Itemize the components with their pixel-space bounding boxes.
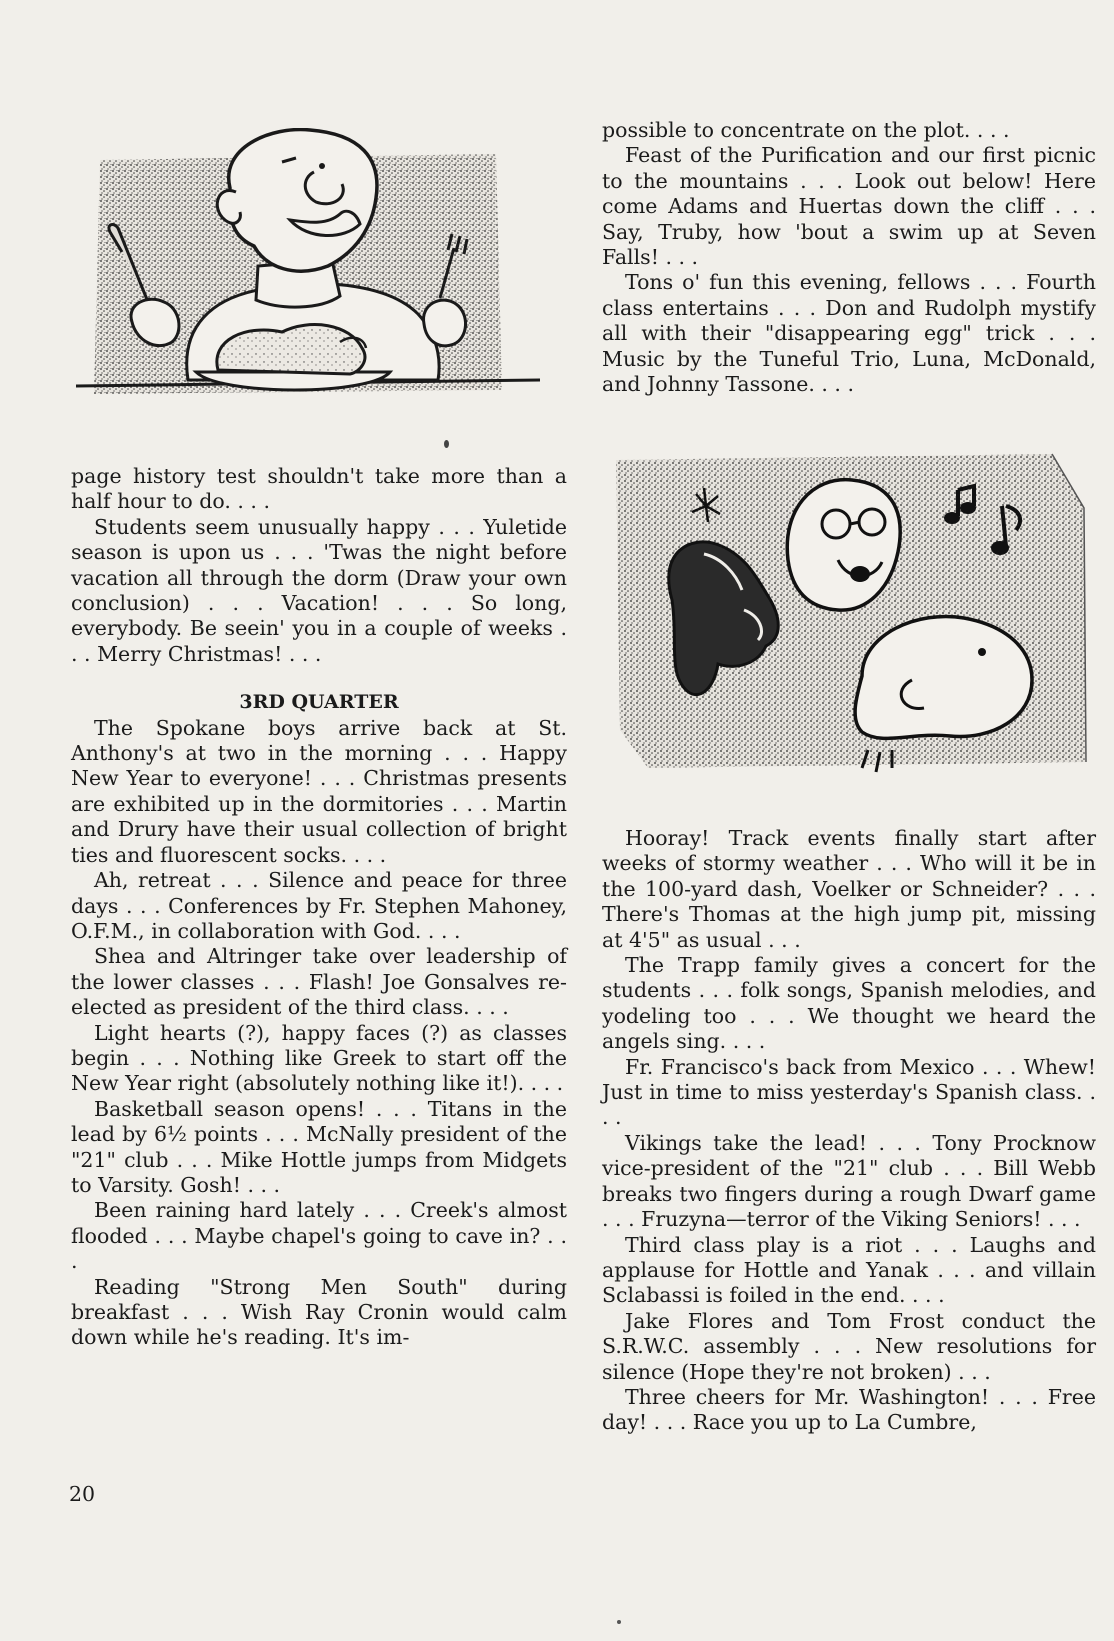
paragraph: Light hearts (?), happy faces (?) as classes begin . . . Nothing like Greek to start off the New Year right (absolutely nothing like it!). . . . [71,1020,567,1096]
paragraph: Three cheers for Mr. Washington! . . . Free day! . . . Race you up to La Cumbre, [602,1384,1096,1435]
paragraph: Vikings take the lead! . . . Tony Procknow vice-president of the "21" club . . . Bill Webb breaks two fingers during a rough Dwarf game . . . Fruzyna—terror of the Viking Seniors! . . . [602,1130,1096,1232]
left-column-text [71,464,567,1351]
paragraph: page history test shouldn't take more than a half hour to do. . . . [71,464,567,514]
paragraph: Hooray! Track events finally start after weeks of stormy weather . . . Who will it be in the 100-yard dash, Voelker or Schneider? . . . There's Thomas at the high jump pit, missing at 4'5" as usual . . . [602,826,1096,952]
ink-speck [617,1620,621,1624]
paragraph: Tons o' fun this evening, fellows . . . Fourth class entertains . . . Don and Rudolph mystify all with their "disappearing egg" trick . . . Music by the Tuneful Trio, Luna, McDonald, and Johnny Tassone. . . . [602,270,1096,397]
ink-speck [444,440,449,448]
paragraph: Shea and Altringer take over leadership of the lower classes . . . Flash! Joe Gonsalves re-elected as president of the third class. . . . [71,944,567,1020]
paragraph: The Trapp family gives a concert for the students . . . folk songs, Spanish melodies, and yodeling too . . . We thought we heard the angels sing. . . . [602,953,1096,1054]
diner-cartoon-illustration [70,128,544,428]
paragraph: Basketball season opens! . . . Titans in the lead by 6½ points . . . McNally president of the "21" club . . . Mike Hottle jumps from Midgets to Varsity. Gosh! . . . [71,1096,567,1197]
paragraph: Reading "Strong Men South" during breakfast . . . Wish Ray Cronin would calm down while he's reading. It's im- [71,1274,567,1350]
page-number: 20 [69,1482,96,1506]
paragraph: Third class play is a riot . . . Laughs and applause for Hottle and Yanak . . . and villain Sclabassi is foiled in the end. . . . [602,1232,1096,1308]
paragraph: Feast of the Purification and our first picnic to the mountains . . . Look out below! Here come Adams and Huertas down the cliff . . . Say, Truby, how 'bout a swim up at Seven Falls! . . . [602,143,1096,270]
paragraph: possible to concentrate on the plot. . . . [602,118,1010,142]
right-column-top-text [602,118,1096,397]
singing-trio-cartoon-illustration [612,450,1088,806]
paragraph: The Spokane boys arrive back at St. Anthony's at two in the morning . . . Happy New Year to everyone! . . . Christmas presents are exhibited up in the dormitories . . . Martin and Drury have their usual collection of bright ties and fluorescent socks. . . . [71,715,567,867]
paragraph: Ah, retreat . . . Silence and peace for three days . . . Conferences by Fr. Stephen Mahoney, O.F.M., in collaboration with God. . . . [71,868,567,943]
paragraph: Jake Flores and Tom Frost conduct the S.R.W.C. assembly . . . New resolutions for silence (Hope they're not broken) . . . [602,1308,1096,1384]
paragraph: Fr. Francisco's back from Mexico . . . Whew! Just in time to miss yesterday's Spanish class. . . . [602,1054,1096,1130]
section-heading: 3RD QUARTER [239,691,399,714]
paragraph: Students seem unusually happy . . . Yuletide season is upon us . . . 'Twas the night before vacation all through the dorm (Draw your own conclusion) . . . Vacation! . . . So long, everybody. Be seein' you in a couple of weeks . . . Merry Christmas! . . . [71,514,567,666]
paragraph: Been raining hard lately . . . Creek's almost flooded . . . Maybe chapel's going to cave in? . . . [71,1198,567,1274]
right-column-bottom-text [602,826,1096,1436]
